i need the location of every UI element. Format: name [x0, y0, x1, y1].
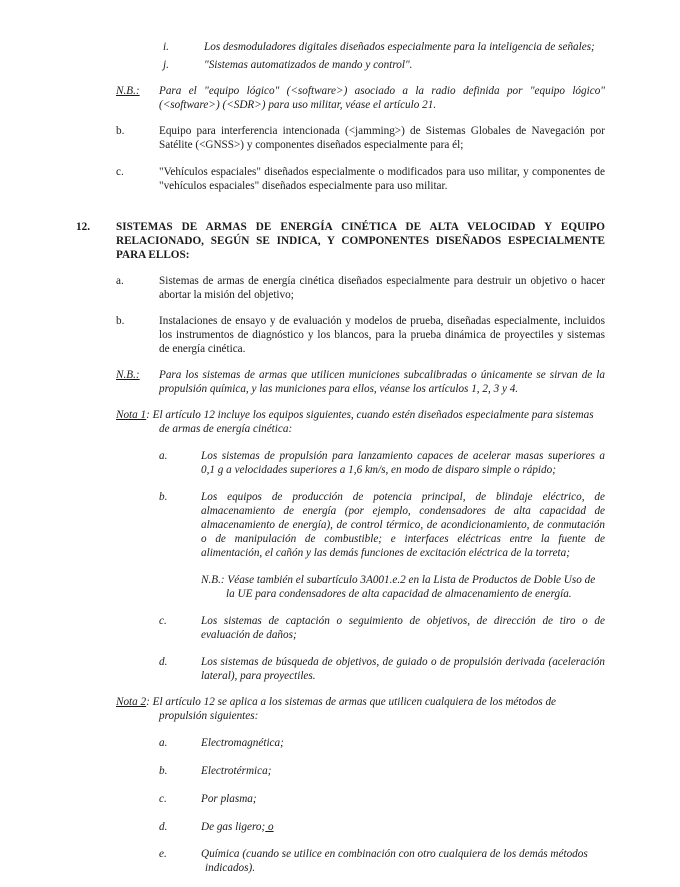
nota1-label: Nota 1 [116, 409, 147, 421]
nota2-a-label: a. [159, 737, 168, 749]
nb-text-line: Para los sistemas de armas que utilicen municiones subcalibradas o únicamente se sirvan de la [159, 369, 605, 381]
item-b-text-line: Satélite (<GNSS>) y componentes diseñados especialmente para él; [159, 139, 464, 151]
nota2-label: Nota 2 [116, 696, 147, 708]
item-a-text-line: Sistemas de armas de energía cinética diseñados especialmente para destruir un objetivo o hacer [159, 275, 605, 287]
nota2-c-text: Por plasma; [201, 793, 257, 805]
section-number: 12. [76, 221, 90, 233]
nota1-d-label: d. [159, 656, 168, 668]
nota2-e-label: e. [159, 848, 167, 860]
nota1-c-label: c. [159, 615, 167, 627]
nota2-a-text: Electromagnética; [201, 737, 284, 749]
nota2-text-line: propulsión siguientes: [159, 710, 259, 722]
nota2-e-text: Química (cuando se utilice en combinación con otro cualquiera de los demás métodos [201, 848, 588, 860]
item-a-text-line: abortar la misión del objetivo; [159, 289, 294, 301]
nota1-a-text-line: Los sistemas de propulsión para lanzamiento capaces de acelerar masas superiores a [201, 450, 605, 462]
item-c-text-line: "vehículos espaciales" diseñados especialmente para uso militar. [159, 180, 448, 192]
section-heading-line: RELACIONADO, SEGÚN SE INDICA, Y COMPONENTES DISEÑADOS ESPECIALMENTE [116, 235, 605, 247]
item-i-text: Los desmoduladores digitales diseñados especialmente para la inteligencia de señales; [204, 41, 595, 53]
nota1-b-text-line: almacenamiento de energía), de control térmico, de acondicionamiento, de conmutación [201, 519, 605, 531]
nota2-b-text: Electrotérmica; [201, 765, 272, 777]
nota2-d-label: d. [159, 821, 168, 833]
nota2-text-line: : El artículo 12 se aplica a los sistemas de armas que utilicen cualquiera de los métodos de [146, 696, 557, 708]
item-b-text-line: Equipo para interferencia intencionada (<jamming>) de Sistemas Globales de Navegación por [159, 125, 605, 137]
nota2-d-text: De gas ligero; [201, 821, 266, 833]
nb-label: N.B.: [116, 85, 140, 97]
nota1-text-line: : El artículo 12 incluye los equipos siguientes, cuando estén diseñados especialmente para sistemas [146, 409, 594, 421]
nb-label: N.B.: [116, 369, 140, 381]
nota2-d-suffix: o [265, 821, 274, 833]
nota1-nb-line: la UE para condensadores de alta capacidad de almacenamiento de energía. [226, 588, 572, 600]
nota2-e-text-line [201, 847, 588, 862]
section-heading-line: SISTEMAS DE ARMAS DE ENERGÍA CINÉTICA DE ALTA VELOCIDAD Y EQUIPO [116, 221, 605, 233]
item-j-text: "Sistemas automatizados de mando y control". [204, 59, 413, 71]
item-i-label: i. [163, 41, 169, 53]
item-j-label: j. [163, 59, 169, 71]
item-a-label: a. [116, 275, 124, 287]
nota1-a-label: a. [159, 450, 168, 462]
nota1-d-text-line: lateral), para proyectiles. [201, 670, 316, 682]
item-b-label: b. [116, 125, 125, 137]
nota1-b-text-line: almacenamiento de energía (por ejemplo, condensadores de alta capacidad de [201, 505, 605, 517]
nb-text-line: Para el "equipo lógico" (<software>) asociado a la radio definida por "equipo lógico" [159, 85, 605, 97]
item-c-label: c. [116, 166, 124, 178]
nb-text-line: propulsión química, y las municiones para ellos, véanse los artículos 1, 2, 3 y 4. [159, 383, 519, 395]
item-b-text-line: los instrumentos de diagnóstico y los blancos, para la prueba dinámica de proyectiles y sistemas [159, 329, 605, 341]
nota1-c-text-line: evaluación de daños; [201, 629, 297, 641]
nota2-d-line [201, 820, 274, 835]
item-b-text-line: de energía cinética. [159, 343, 246, 355]
item-b-text-line: Instalaciones de ensayo y de evaluación y modelos de prueba, diseñadas especialmente, incluidos [159, 315, 605, 327]
item-b-label: b. [116, 315, 125, 327]
nota1-b-label: b. [159, 491, 168, 503]
nota2-first-line [116, 695, 556, 710]
nota1-first-line [116, 408, 594, 423]
nota1-b-text-line: Los equipos de producción de potencia principal, de blindaje eléctrico, de [201, 491, 605, 503]
nota1-text-line: de armas de energía cinética: [159, 423, 293, 435]
nota1-c-text-line: Los sistemas de captación o seguimiento de objetivos, de dirección de tiro o de [201, 615, 605, 627]
nota1-a-text-line: 0,1 g a velocidades superiores a 1,6 km/s, en modo de disparo simple o rápido; [201, 464, 556, 476]
nota1-b-text-line: o de manipulación de combustible; e interfaces eléctricas entre la fuente de [201, 533, 605, 545]
item-c-text-line: "Vehículos espaciales" diseñados especialmente o modificados para uso militar, y componentes de [159, 166, 605, 178]
nota2-c-label: c. [159, 793, 167, 805]
nota1-d-text-line: Los sistemas de búsqueda de objetivos, de guiado o de propulsión derivada (aceleración [201, 656, 605, 668]
nota1-nb-line: N.B.: Véase también el subartículo 3A001.e.2 en la Lista de Productos de Doble Uso de [201, 574, 596, 586]
nota1-b-text-line: alimentación, el cañón y las demás funciones de excitación eléctrica de la torreta; [201, 547, 570, 559]
nota2-e-text-line: indicados). [205, 862, 256, 874]
nota2-b-label: b. [159, 765, 168, 777]
section-heading-line: PARA ELLOS: [116, 249, 190, 261]
nb-text-line: (<software>) (<SDR>) para uso militar, véase el artículo 21. [159, 99, 437, 111]
